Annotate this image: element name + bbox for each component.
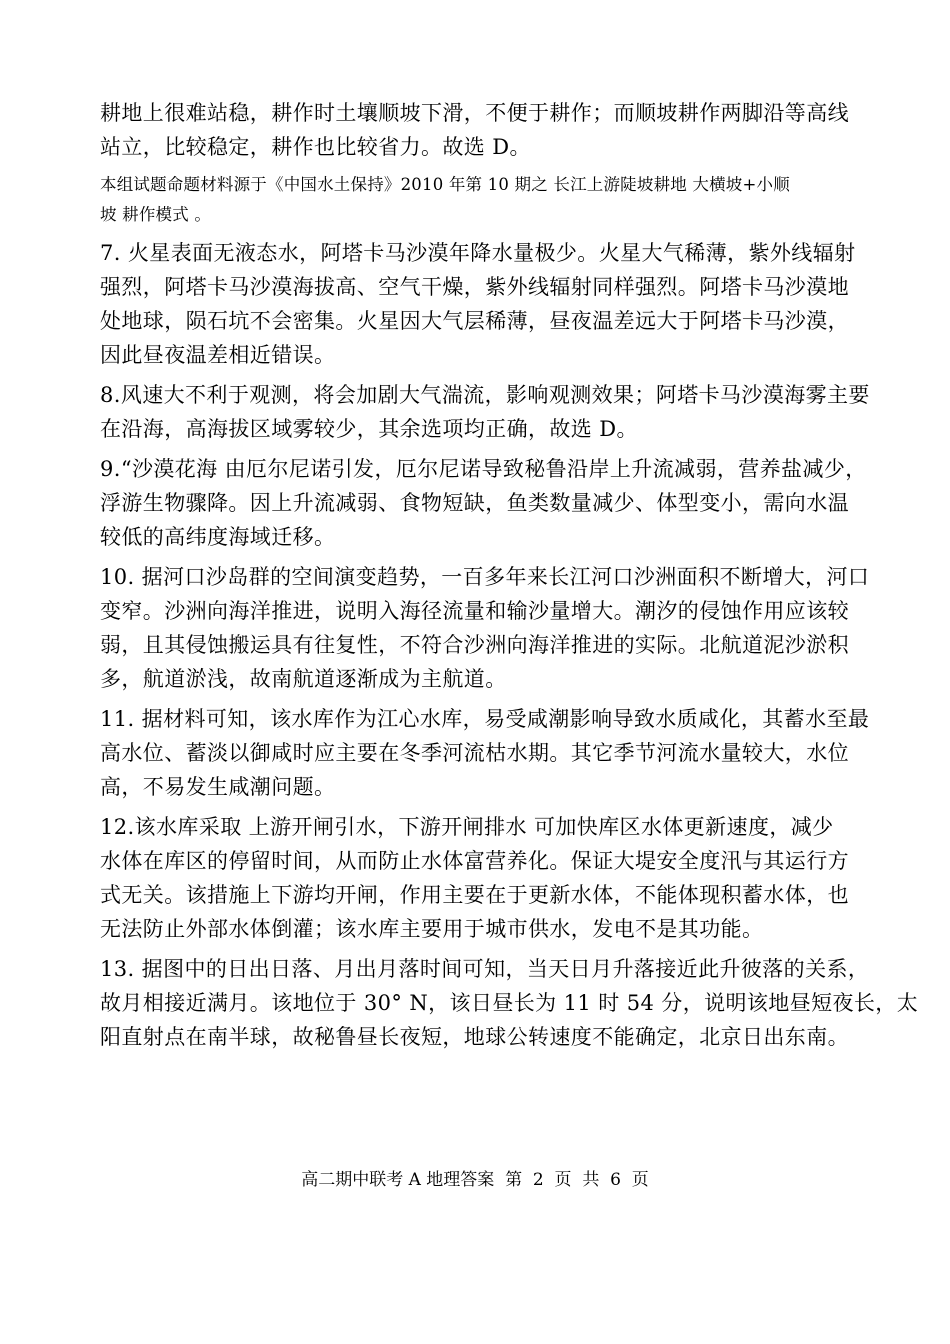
answer-paragraph <box>100 378 870 446</box>
text-line: 无法防止外部水体倒灌；该水库主要用于城市供水，发电不是其功能。 <box>100 917 764 941</box>
answer-paragraph <box>100 236 870 372</box>
answer-paragraph <box>100 810 870 946</box>
answer-text-body <box>100 96 919 1060</box>
text-line: 高水位、蓄淡以御咸时应主要在冬季河流枯水期。其它季节河流水量较大，水位 <box>100 741 849 765</box>
text-line: 弱，且其侵蚀搬运具有往复性，不符合沙洲向海洋推进的实际。北航道泥沙淤积 <box>100 633 849 657</box>
text-line: 本组试题命题材料源于《中国水土保持》2010 年第 10 期之 长江上游陡坡耕地 大横坡+小顺 <box>100 175 790 194</box>
text-line: 在沿海，高海拔区域雾较少，其余选项均正确，故选 D。 <box>100 417 638 441</box>
text-line: 高，不易发生咸潮问题。 <box>100 775 336 799</box>
text-line: 因此昼夜温差相近错误。 <box>100 343 336 367</box>
text-line: 变窄。沙洲向海洋推进，说明入海径流量和输沙量增大。潮汐的侵蚀作用应该较 <box>100 599 849 623</box>
answer-paragraph <box>100 952 919 1054</box>
text-line: 多，航道淤浅，故南航道逐渐成为主航道。 <box>100 667 507 691</box>
page-footer: 高二期中联考 A 地理答案 第 2 页 共 6 页 <box>301 1170 649 1190</box>
text-line: 坡 耕作模式 。 <box>100 205 212 224</box>
text-line: 浮游生物骤降。因上升流减弱、食物短缺，鱼类数量减少、体型变小，需向水温 <box>100 491 849 515</box>
text-line: 7. 火星表面无液态水，阿塔卡马沙漠年降水量极少。火星大气稀薄，紫外线辐射 <box>100 241 856 265</box>
answer-paragraph <box>100 96 870 164</box>
text-line: 耕地上很难站稳，耕作时土壤顺坡下滑，不便于耕作；而顺坡耕作两脚沿等高线 <box>100 101 849 125</box>
text-line: 11. 据材料可知，该水库作为江心水库，易受咸潮影响导致水质咸化，其蓄水至最 <box>100 707 870 731</box>
text-line: 站立，比较稳定，耕作也比较省力。故选 D。 <box>100 135 531 159</box>
text-line: 9.“沙漠花海 由厄尔尼诺引发，厄尔尼诺导致秘鲁沿岸上升流减弱，营养盐减少， <box>100 457 867 481</box>
text-line: 阳直射点在南半球，故秘鲁昼长夜短，地球公转速度不能确定，北京日出东南。 <box>100 1025 849 1049</box>
text-line: 故月相接近满月。该地位于 30° N，该日昼长为 11 时 54 分，说明该地昼短夜长，太 <box>100 991 919 1015</box>
text-line: 13. 据图中的日出日落、月出月落时间可知，当天日月升落接近此升彼落的关系， <box>100 957 870 981</box>
text-line: 水体在库区的停留时间，从而防止水体富营养化。保证大堤安全度汛与其运行方 <box>100 849 849 873</box>
text-line: 10. 据河口沙岛群的空间演变趋势，一百多年来长江河口沙洲面积不断增大，河口 <box>100 565 870 589</box>
text-line: 12.该水库采取 上游开闸引水，下游开闸排水 可加快库区水体更新速度，减少 <box>100 815 834 839</box>
answer-paragraph <box>100 560 870 696</box>
answer-paragraph <box>100 702 870 804</box>
answer-paragraph <box>100 452 870 554</box>
text-line: 较低的高纬度海域迁移。 <box>100 525 336 549</box>
source-note-paragraph <box>100 170 870 230</box>
text-line: 处地球，陨石坑不会密集。火星因大气层稀薄，昼夜温差远大于阿塔卡马沙漠， <box>100 309 849 333</box>
text-line: 强烈，阿塔卡马沙漠海拔高、空气干燥，紫外线辐射同样强烈。阿塔卡马沙漠地 <box>100 275 849 299</box>
text-line: 8.风速大不利于观测，将会加剧大气湍流，影响观测效果；阿塔卡马沙漠海雾主要 <box>100 383 870 407</box>
text-line: 式无关。该措施上下游均开闸，作用主要在于更新水体，不能体现积蓄水体，也 <box>100 883 849 907</box>
